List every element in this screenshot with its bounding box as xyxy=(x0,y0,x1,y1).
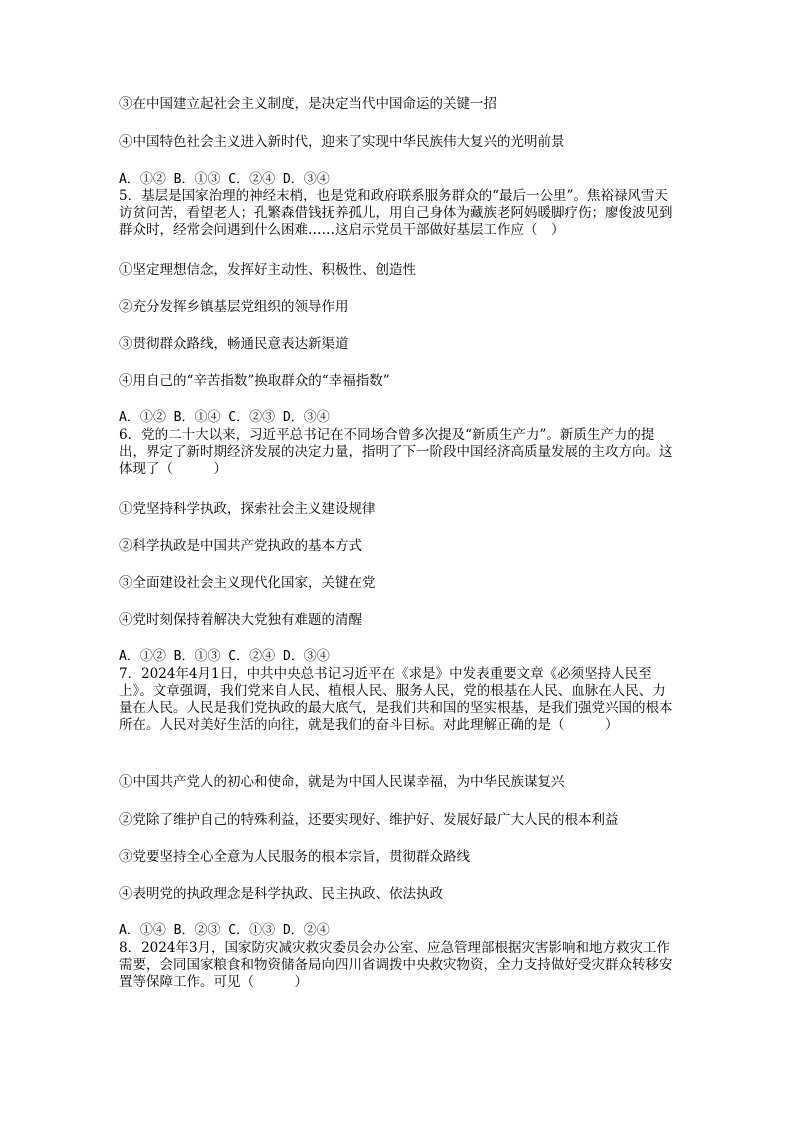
q7-option-2: ②党除了维护自己的特殊利益，还要实现好、维护好、发展好最广大人民的根本利益 xyxy=(119,812,619,828)
q7-option-4: ④表明党的执政理念是科学执政、民主执政、依法执政 xyxy=(119,886,443,902)
q6-stem: 6．党的二十大以来，习近平总书记在不同场合曾多次提及“新质生产力”。新质生产力的提出，界定了新时期经济发展的决定力量，指明了下一阶段中国经济高质量发展的主攻方向。这体现了（ ） xyxy=(119,427,673,477)
q8-stem: 8．2024年3月，国家防灾减灾救灾委员会办公室、应急管理部根据灾害影响和地方救灾工作需要，会同国家粮食和物资储备局向四川省调拨中央救灾物资，全力支持做好受灾群众转移安置等保障工作。可见（ ） xyxy=(119,940,673,990)
q5-option-2: ②充分发挥乡镇基层党组织的领导作用 xyxy=(119,299,349,315)
q5-option-4: ④用自己的“辛苦指数”换取群众的“幸福指数” xyxy=(119,373,390,389)
q6-option-1: ①党坚持科学执政，探索社会主义建设规律 xyxy=(119,501,376,517)
q7-option-1: ①中国共产党人的初心和使命，就是为中国人民谋幸福，为中华民族谋复兴 xyxy=(119,774,565,790)
q4-option-4: ④中国特色社会主义进入新时代，迎来了实现中华民族伟大复兴的光明前景 xyxy=(119,134,565,150)
q6-answer-choices: A．①② B．①③ C．②④ D．③④ xyxy=(119,649,330,664)
q5-answer-choices: A．①② B．①④ C．②③ D．③④ xyxy=(119,410,330,425)
q6-option-2: ②科学执政是中国共产党执政的基本方式 xyxy=(119,538,362,554)
q6-option-3: ③全面建设社会主义现代化国家，关键在党 xyxy=(119,575,376,591)
q5-option-3: ③贯彻群众路线，畅通民意表达新渠道 xyxy=(119,336,349,352)
q5-stem: 5．基层是国家治理的神经末梢，也是党和政府联系服务群众的“最后一公里”。焦裕禄风雪天访贫问苦，看望老人；孔繁森借钱抚养孤儿，用自己身体为藏族老阿妈暖脚疗伤；廖俊波见到群众时，经常会问遇到什么困难……这启示党员干部做好基层工作应（ ） xyxy=(119,188,673,238)
q5-option-1: ①坚定理想信念，发挥好主动性、积极性、创造性 xyxy=(119,262,416,278)
q6-option-4: ④党时刻保持着解决大党独有难题的清醒 xyxy=(119,612,362,628)
q7-answer-choices: A．①④ B．②③ C．①③ D．②④ xyxy=(119,923,330,938)
q7-option-3: ③党要坚持全心全意为人民服务的根本宗旨，贯彻群众路线 xyxy=(119,849,470,865)
q4-option-3: ③在中国建立起社会主义制度，是决定当代中国命运的关键一招 xyxy=(119,96,497,112)
q4-answer-choices: A．①② B．①③ C．②④ D．③④ xyxy=(119,172,330,187)
q7-stem: 7．2024年4月1日，中共中央总书记习近平在《求是》中发表重要文章《必须坚持人民至上》。文章强调，我们党来自人民、植根人民、服务人民，党的根基在人民、血脉在人民、力量在人民。人民是我们党执政的最大底气，是我们共和国的坚实根基，是我们强党兴国的根本所在。人民对美好生活的向往，就是我们的奋斗目标。对此理解正确的是（ ） xyxy=(119,666,673,733)
